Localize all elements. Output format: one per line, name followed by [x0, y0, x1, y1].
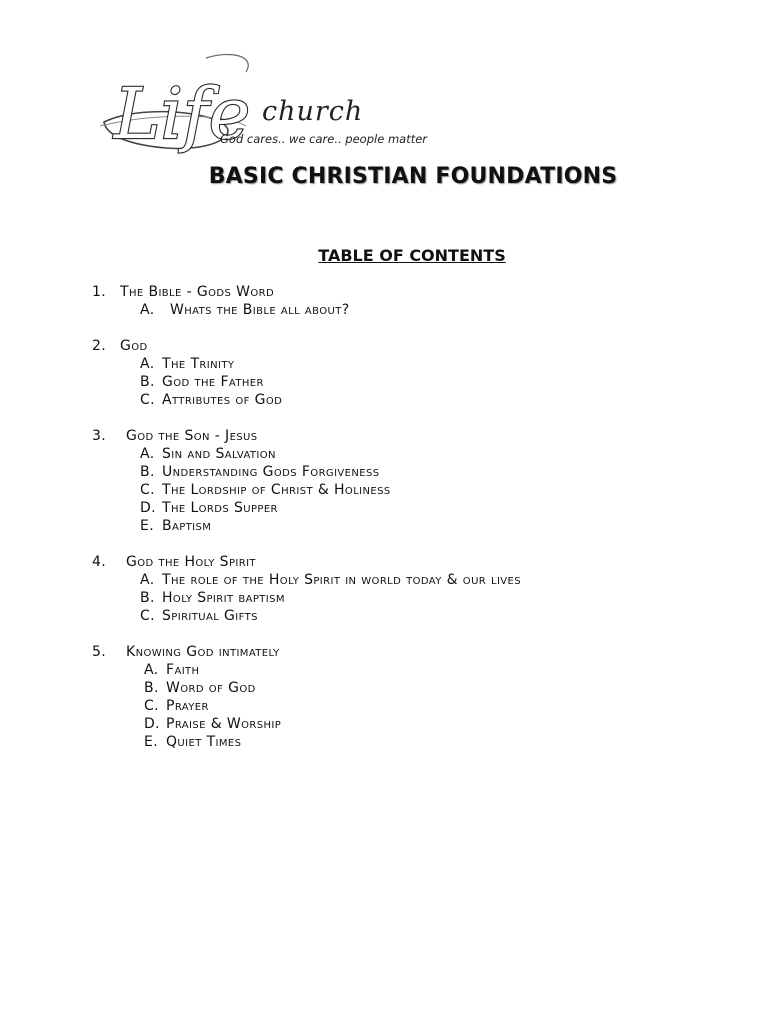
item-text: God the Father [162, 374, 264, 390]
toc-item [140, 589, 712, 607]
item-text: Sin and Salvation [162, 446, 276, 462]
toc-section-4 [92, 553, 712, 625]
toc-section-5 [92, 643, 712, 751]
logo-tagline: God cares.. we care.. people matter [220, 132, 428, 146]
toc-section-3 [92, 427, 712, 535]
section-number: 1. [92, 284, 107, 300]
item-text: Word of God [166, 680, 256, 696]
section-title: The Bible - Gods Word [120, 284, 275, 300]
toc-item [144, 697, 712, 715]
section-number: 4. [92, 554, 107, 570]
table-of-contents-heading: TABLE OF CONTENTS [318, 246, 506, 265]
section-heading [92, 553, 712, 571]
item-letter: D. [140, 500, 157, 516]
item-text: Whats the Bible all about? [170, 302, 350, 318]
toc-item [140, 463, 712, 481]
item-letter: B. [140, 464, 155, 480]
item-letter: A. [144, 662, 159, 678]
item-text: The Trinity [162, 356, 235, 372]
item-text: Spiritual Gifts [162, 608, 258, 624]
toc-item [144, 679, 712, 697]
section-heading [92, 337, 712, 355]
toc-item [144, 661, 712, 679]
toc-item [140, 391, 712, 409]
section-title: God the Holy Spirit [126, 554, 256, 570]
item-text: The Lordship of Christ & Holiness [162, 482, 391, 498]
section-number: 5. [92, 644, 107, 660]
item-text: Prayer [166, 698, 209, 714]
toc-item [140, 481, 712, 499]
item-letter: B. [140, 590, 155, 606]
toc-item [140, 607, 712, 625]
toc-item [140, 571, 712, 589]
logo-script-text: Life [114, 73, 251, 155]
item-letter: A. [140, 572, 155, 588]
document-title: BASIC CHRISTIAN FOUNDATIONS [208, 164, 618, 189]
item-letter: A. [140, 356, 155, 372]
item-letter: A. [140, 302, 155, 318]
item-letter: E. [140, 518, 155, 534]
section-number: 2. [92, 338, 107, 354]
toc-item [140, 355, 712, 373]
section-title: God [120, 338, 148, 354]
toc-item [140, 301, 712, 319]
item-text: The Lords Supper [162, 500, 278, 516]
item-letter: C. [140, 482, 156, 498]
item-letter: C. [140, 608, 156, 624]
item-text: Understanding Gods Forgiveness [162, 464, 380, 480]
logo-church-text: church [262, 96, 364, 127]
item-letter: E. [144, 734, 159, 750]
item-text: Faith [166, 662, 200, 678]
section-heading [92, 283, 712, 301]
section-title: Knowing God intimately [126, 644, 280, 660]
item-text: Holy Spirit baptism [162, 590, 285, 606]
item-text: Praise & Worship [166, 716, 282, 732]
section-heading [92, 427, 712, 445]
toc-item [140, 445, 712, 463]
item-letter: B. [140, 374, 155, 390]
item-text: Attributes of God [162, 392, 283, 408]
toc-item [140, 517, 712, 535]
item-text: The role of the Holy Spirit in world today & our lives [162, 572, 522, 588]
life-church-logo [96, 52, 476, 160]
item-text: Quiet Times [166, 734, 242, 750]
toc-item [144, 715, 712, 733]
toc-section-1 [92, 283, 712, 319]
item-letter: A. [140, 446, 155, 462]
toc-item [144, 733, 712, 751]
toc-section-2 [92, 337, 712, 409]
item-text: Baptism [162, 518, 212, 534]
toc-item [140, 373, 712, 391]
section-heading [92, 643, 712, 661]
section-number: 3. [92, 428, 107, 444]
item-letter: C. [144, 698, 160, 714]
section-title: God the Son - Jesus [126, 428, 258, 444]
toc-item [140, 499, 712, 517]
item-letter: B. [144, 680, 159, 696]
item-letter: D. [144, 716, 161, 732]
item-letter: C. [140, 392, 156, 408]
table-of-contents [92, 283, 712, 769]
